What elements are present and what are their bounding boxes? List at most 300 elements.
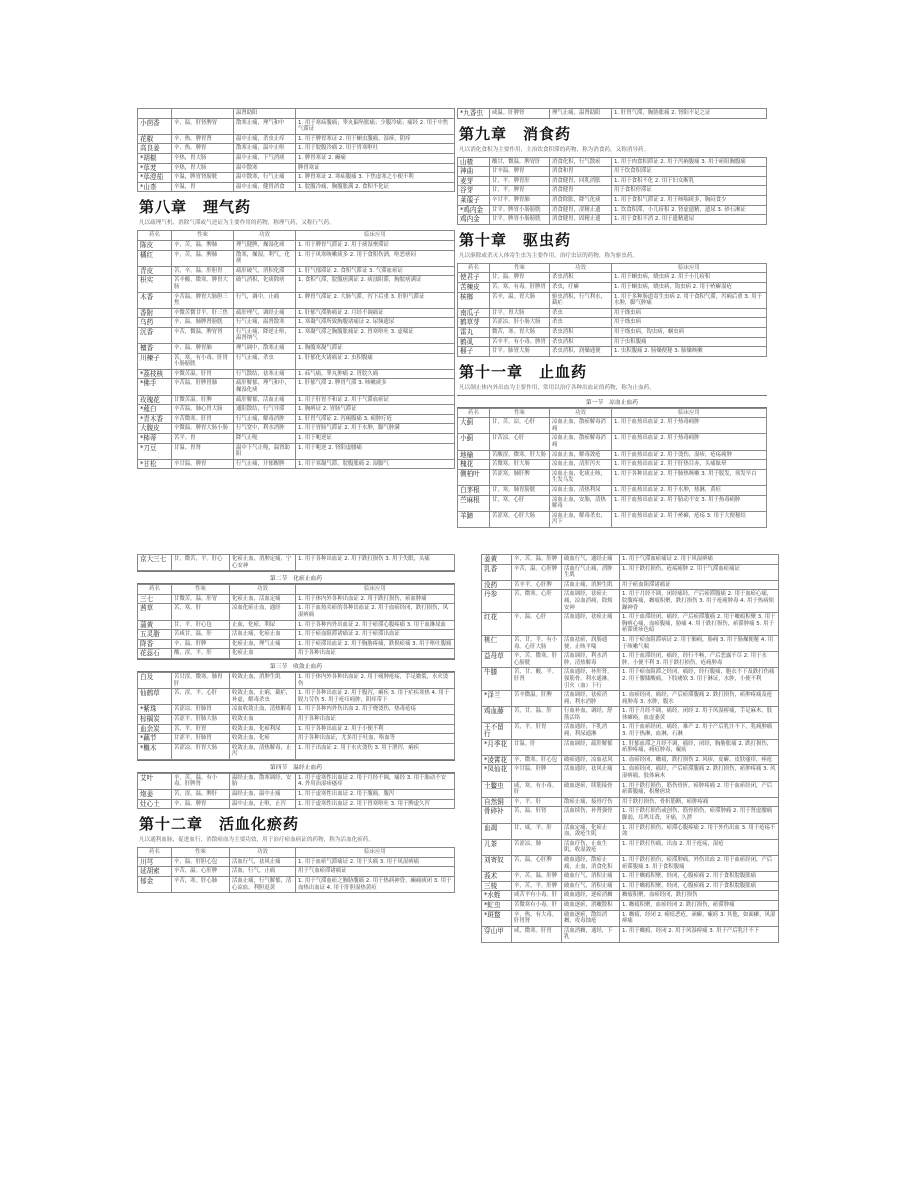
cell-name: *泽兰 bbox=[482, 691, 512, 707]
column-header: 药名 bbox=[138, 231, 172, 241]
table-row bbox=[138, 266, 455, 276]
cell-prop: 辛甘平。脾胃肺 bbox=[490, 195, 550, 205]
cell-name: 橘红 bbox=[138, 250, 172, 266]
cell-app: 1. 用于各种出血证 2. 用于小便不利 bbox=[296, 724, 455, 734]
cell-fn: 散瘀止痛，接骨疗伤 bbox=[562, 797, 620, 807]
cell-app: 1. 用于血瘀气滞痛证 2. 用于头痛 3. 用于风湿痹痛 bbox=[296, 857, 455, 867]
cell-app: 1. 用于癥瘕积聚，经闭，心腹瘀痛 2. 用于食积脘腹胀痛 bbox=[620, 872, 779, 882]
quadrant-top-right bbox=[457, 108, 767, 550]
cell-fn: 消食除胀，降气化痰 bbox=[550, 195, 612, 205]
cell-name: 麦芽 bbox=[458, 176, 490, 186]
cell-prop: 辛，温。肝肾脾胃 bbox=[172, 118, 234, 134]
cell-name: 侧柏叶 bbox=[458, 469, 490, 485]
cell-prop: 辛苦温。肺心胃大肠 bbox=[172, 405, 234, 415]
chapter-9-intro: 凡以消化食积为主要作用，主治饮食积滞的药物，称为消食药，又称消导药。 bbox=[459, 146, 650, 153]
cell-prop: 辛温，脾胃肾膀胱 bbox=[172, 173, 234, 183]
herb-table-chapter-8 bbox=[137, 230, 455, 469]
cell-prop: 微苦，寒。胃大肠 bbox=[490, 327, 550, 337]
herb-table-section-3 bbox=[137, 672, 455, 760]
table-row bbox=[138, 182, 455, 192]
cell-fn: 活血止痛，化瘀止血 bbox=[230, 630, 296, 640]
cell-name bbox=[138, 109, 172, 119]
cell-fn: 收敛止血，化瘀利尿 bbox=[230, 724, 296, 734]
table-row bbox=[482, 613, 779, 636]
cell-fn: 活血止痛，消肿生肌 bbox=[562, 580, 620, 590]
cell-prop: 辛苦，温。心肝脾 bbox=[172, 867, 230, 877]
cell-fn: 破血逐瘀，消癥散积 bbox=[562, 900, 620, 910]
table-row bbox=[138, 344, 455, 354]
cell-fn: 疏肝理气，调经止痛 bbox=[234, 308, 296, 318]
cell-app: 1. 用于食积不消 2. 用于遗精遗尿 bbox=[612, 215, 767, 225]
cell-fn: 行血补血，调经，舒筋活络 bbox=[562, 707, 620, 723]
table-row bbox=[138, 734, 455, 744]
cell-fn: 行气止痛，温肾散寒 bbox=[234, 318, 296, 328]
cell-fn: 破气消积，化痰除痞 bbox=[234, 276, 296, 292]
cell-app: 1. 血瘀经闭，癥瘕，跌打损伤 2. 风疹，皮癣，皮肤瘙痒，痤疮 bbox=[620, 755, 779, 765]
table-row bbox=[458, 186, 767, 196]
herb-table-chapter-9 bbox=[457, 157, 767, 225]
cell-fn: 活血消癥，通经，下乳 bbox=[562, 926, 620, 942]
cell-prop: 辛微温。脾胃大肠小肠 bbox=[172, 424, 234, 434]
cell-app: 1. 用于风寒咳嗽痰多 2. 用于食积伤酒，呕恶痞闷 bbox=[296, 250, 455, 266]
table-row bbox=[138, 672, 455, 688]
cell-app: 1. 用于血滞经闭，痛经，经行不畅，产后恶露不尽 2. 用于水肿，小便不利 3. 用于跌打损伤，疮痈肿毒 bbox=[620, 652, 779, 668]
cell-app: 1. 用于跌打损伤，瘀滞心腹疼痛 2. 用于外伤出血 3. 用于疮疡不敛 bbox=[620, 823, 779, 839]
cell-app: 用于各种出血证 bbox=[296, 714, 455, 724]
cell-name: 仙鹤草 bbox=[138, 689, 172, 705]
cell-name: 玫瑰花 bbox=[138, 395, 172, 405]
cell-fn: 温中止痛，健胃消食 bbox=[234, 182, 296, 192]
cell-app: 脾胃寒证 bbox=[296, 163, 455, 173]
column-header: 临床应用 bbox=[296, 585, 455, 595]
cell-app: 用于各种出血证，尤多用于吐血，咯血等 bbox=[296, 734, 455, 744]
table-row bbox=[138, 109, 455, 119]
column-header: 性味 bbox=[172, 585, 230, 595]
column-header: 临床应用 bbox=[296, 848, 455, 858]
cell-app: 1. 脾胃气滞证 2. 大肠气滞，泻下后重 3. 肝胆气滞证 bbox=[296, 292, 455, 308]
table-row bbox=[138, 604, 455, 620]
cell-fn: 收敛止血，化瘀 bbox=[230, 734, 296, 744]
cell-fn: 活血，行气，止痛 bbox=[230, 867, 296, 877]
cell-prop: 甘温。肝 bbox=[512, 739, 562, 755]
column-header: 药名 bbox=[458, 408, 490, 418]
cell-name: 鹤草芽 bbox=[458, 318, 490, 328]
cell-prop: 苦涩寒。肺肝脾 bbox=[490, 469, 550, 485]
cell-fn: 杀虫消积 bbox=[550, 273, 612, 283]
cell-prop: 苦微寒。肝大肠 bbox=[490, 460, 550, 470]
cell-prop: 甘，平。肝心包 bbox=[172, 620, 230, 630]
cell-app: 1. 胸腹寒凝气滞证 bbox=[296, 344, 455, 354]
table-row bbox=[482, 881, 779, 891]
column-header: 性味 bbox=[490, 263, 550, 273]
chapter-10-intro: 凡以驱除或杀灭人体寄生虫为主要作用，治疗虫证的药物，称为驱虫药。 bbox=[459, 252, 639, 259]
table-row bbox=[138, 318, 455, 328]
cell-prop: 甘苦凉。心肝 bbox=[490, 434, 550, 450]
cell-prop: 苦涩凉。肝小肠大肠 bbox=[490, 318, 550, 328]
cell-fn: 杀虫消积，润燥通便 bbox=[550, 347, 612, 357]
cell-fn: 行气散结，祛寒止痛 bbox=[234, 369, 296, 379]
cell-prop: 辛微苦温。肝胃 bbox=[172, 369, 234, 379]
table-row bbox=[482, 723, 779, 739]
cell-prop: 辛，苦，温。脾肺 bbox=[172, 240, 234, 250]
cell-app: 1. 用于血热出血证 2. 用于烫伤，湿疹，疮疡痈肿 bbox=[612, 450, 767, 460]
cell-fn: 凉血止血，安胎，清热解毒 bbox=[550, 495, 612, 511]
cell-app: 1. 用于血热出血证 2. 用于热毒痈肿 bbox=[612, 434, 767, 450]
herb-table-warming bbox=[137, 108, 455, 192]
column-header: 药名 bbox=[458, 263, 490, 273]
table-row bbox=[458, 450, 767, 460]
cell-app: 1. 癥瘕积聚，血瘀经闭 2. 跌打损伤，瘀滞肿痛 bbox=[620, 900, 779, 910]
cell-prop: 甘，平。脾胃肝 bbox=[490, 176, 550, 186]
cell-app: 1. 脘腹冷痛，胸腹胀满 2. 食积不化证 bbox=[296, 182, 455, 192]
cell-prop: 辛微苦微甘平。肝三焦 bbox=[172, 308, 234, 318]
cell-fn: 凉血止血，散瘀解毒消痈 bbox=[550, 418, 612, 434]
cell-fn: 行气止痛，降逆止呕，温肾纳气 bbox=[234, 327, 296, 343]
chapter-12-title: 第十二章 活血化瘀药 bbox=[139, 815, 300, 834]
cell-prop: 辛热，胃大肠 bbox=[172, 153, 234, 163]
cell-name: 降香 bbox=[138, 639, 172, 649]
cell-app: 1. 血瘀经闭，痛经，产后瘀滞腹痛 2. 跌打损伤，瘀肿疼痛 3. 风湿痹痛，肢体麻木 bbox=[620, 765, 779, 781]
table-row bbox=[458, 205, 767, 215]
cell-fn: 散寒，燥湿，利气，化痰 bbox=[234, 250, 296, 266]
cell-prop: 苦酸涩，微寒。肝大肠 bbox=[490, 450, 550, 460]
cell-fn: 行气，调中，止痛 bbox=[234, 292, 296, 308]
table-row bbox=[482, 839, 779, 855]
cell-app: 1. 用于体内外各种出血证 2. 用于跌打损伤，瘀血肿痛 bbox=[296, 594, 455, 604]
table-row bbox=[458, 195, 767, 205]
cell-fn: 行气止痛，解毒消肿 bbox=[234, 414, 296, 424]
cell-prop: 苦涩平。肝肺大肠 bbox=[172, 714, 230, 724]
table-row bbox=[138, 594, 455, 604]
table-row bbox=[138, 327, 455, 343]
chapter-8-intro: 凡以疏理气机、消除气滞或气逆证为主要作用的药物，称理气药，又称行气药。 bbox=[139, 220, 335, 227]
table-row bbox=[138, 353, 455, 369]
cell-prop: 苦涩寒。心肝大肠 bbox=[490, 511, 550, 527]
cell-prop: 辛，苦，温。肝脾 bbox=[512, 872, 562, 882]
cell-fn: 行气止痛，开郁醒脾 bbox=[234, 459, 296, 469]
cell-name: 京大三七 bbox=[138, 555, 172, 571]
column-header: 功效 bbox=[230, 848, 296, 858]
cell-app: 1. 癥瘕，经闭 2. 痈疽恶疮，顽癣，瘰疬 3. 其他，如面瘫，风湿痹痛 bbox=[620, 910, 779, 926]
cell-fn: 凉血止血，化痰止咳，生发乌发 bbox=[550, 469, 612, 485]
cell-app: 1. 用于各种出血证 2. 用于腹泻，痢疾 3. 用于疟疾寒热 4. 用于脱力劳伤 5. 用于疮疖痈肿，阴痒带下 bbox=[296, 689, 455, 705]
cell-prop: 辛，热。脾胃肾 bbox=[172, 134, 234, 144]
cell-name: 川楝子 bbox=[138, 353, 172, 369]
chapter-11-intro: 凡以制止体内外出血为主要作用，常用以治疗各种出血证的药物，称为止血药。 bbox=[459, 384, 655, 391]
cell-name: *藕节 bbox=[138, 734, 172, 744]
cell-fn: 凉血化瘀止血，通经 bbox=[230, 604, 296, 620]
cell-prop: 咸温。肝脾肾 bbox=[490, 109, 550, 119]
cell-app: 用于绦虫病，钩虫病，蛔虫病 bbox=[612, 327, 767, 337]
table-row bbox=[138, 173, 455, 183]
cell-prop: 甘，苦，凉。心肝 bbox=[490, 418, 550, 434]
table-row bbox=[458, 495, 767, 511]
cell-name: *山柰 bbox=[138, 182, 172, 192]
cell-app: 1. 用于瘀血阻滞诸痛证 2. 用于瘀滞出血证 bbox=[296, 630, 455, 640]
cell-name: 苎麻根 bbox=[458, 495, 490, 511]
cell-app: 1. 疝气痛，睾丸肿痛 2. 胃脘久痛 bbox=[296, 369, 455, 379]
table-row bbox=[138, 555, 455, 571]
column-header: 功效 bbox=[550, 408, 612, 418]
cell-prop: 辛甘温。脾胃 bbox=[172, 459, 234, 469]
cell-fn: 消食和胃 bbox=[550, 167, 612, 177]
cell-fn: 通阳散结，行气导滞 bbox=[234, 405, 296, 415]
cell-prop: 苦，甘，酸，平。肝肾 bbox=[512, 668, 562, 691]
cell-fn: 活血止痛，行气解郁，清心凉血，利胆退黄 bbox=[230, 877, 296, 893]
table-row bbox=[458, 318, 767, 328]
cell-app: 1. 用于月经不调，闭经痛经，产后瘀滞腹痛 2. 用于血瘀心痛，脘腹疼痛，癥瘕积聚，跌打损伤 3. 用于疮痈肿毒 4. 用于热病烦躁神昏 bbox=[620, 590, 779, 613]
table-row bbox=[482, 926, 779, 942]
table-row bbox=[138, 250, 455, 266]
table-row bbox=[138, 240, 455, 250]
cell-prop: 苦，甘，温。肝 bbox=[512, 707, 562, 723]
cell-app: 1. 肝气郁滞证 2. 食积气滞证 3. 气滞血瘀证 bbox=[296, 266, 455, 276]
cell-app: 1. 虫积腹痛 2. 肠燥便秘 3. 肺燥咳嗽 bbox=[612, 347, 767, 357]
cell-fn: 收敛止血，止痢，截疟，补虚，解毒杀虫 bbox=[230, 689, 296, 705]
cell-name: 棕榈炭 bbox=[138, 714, 172, 724]
cell-name: *荜澄茄 bbox=[138, 173, 172, 183]
cell-app: 1. 用于月经不调，痛经，闭经 2. 用于风湿痹痛，手足麻木，肢体瘫痪，血虚萎黄 bbox=[620, 707, 779, 723]
cell-fn: 凉血止血，解毒敛疮 bbox=[550, 450, 612, 460]
table-row bbox=[138, 434, 455, 444]
cell-fn: 温中止血，止呕，止泻 bbox=[230, 799, 296, 809]
cell-name: *紫珠 bbox=[138, 705, 172, 715]
cell-name: 羊蹄 bbox=[458, 511, 490, 527]
cell-name: 自然铜 bbox=[482, 797, 512, 807]
cell-app: 1. 用于癥瘕积聚，经闭，心腹瘀痛 2. 用于食积脘腹胀痛 bbox=[620, 881, 779, 891]
cell-fn: 收敛止血，消肿生肌 bbox=[230, 672, 296, 688]
cell-app: 1. 肝胃气滞，胸胁胀痛 2. 肾阳不足之证 bbox=[612, 109, 767, 119]
chapter-8-title: 第八章 理气药 bbox=[139, 198, 252, 217]
cell-app: 1. 用于瘀血阻滞之经闭，痛经，经行腹痛，胞衣不下及跌打伤痛 2. 用于腰膝酸痛，下肢痿软 3. 用于淋证，水肿，小便不利 bbox=[620, 668, 779, 691]
cell-prop: 甘，微苦，平。肝心 bbox=[172, 555, 230, 571]
cell-name: 南瓜子 bbox=[458, 308, 490, 318]
quadrant-bottom-right bbox=[481, 554, 779, 994]
cell-fn: 温中止痛，下气消痰 bbox=[234, 153, 296, 163]
table-row bbox=[482, 765, 779, 781]
cell-prop: 辛，苦，温。脾肺 bbox=[172, 250, 234, 266]
cell-fn: 破血通经，逐瘀消癥 bbox=[562, 891, 620, 901]
cell-prop: 辛，温。脾胃肺 bbox=[172, 344, 234, 354]
cell-fn: 杀虫 bbox=[550, 308, 612, 318]
cell-fn: 化瘀止血 bbox=[230, 649, 296, 659]
table-row bbox=[458, 157, 767, 167]
cell-prop: 苦，寒。有小毒。肝胃小肠膀胱 bbox=[172, 353, 234, 369]
cell-name: 苦楝皮 bbox=[458, 282, 490, 292]
cell-app: 1. 用于跌打损伤，筋伤骨折，瘀肿疼痛 2. 用于血瘀经闭，产后瘀滞腹痛，积聚痞块 bbox=[620, 781, 779, 797]
cell-prop: 辛苦温。肝脾胃肺 bbox=[172, 379, 234, 395]
cell-prop: 辛，微寒。肝心包 bbox=[512, 755, 562, 765]
cell-app: 1. 脾胃寒证 2. 寒疝腹痛 3. 下焦虚寒之小便不利 bbox=[296, 173, 455, 183]
herb-table-chapter-12-continued bbox=[481, 554, 779, 943]
cell-name: *凤仙花 bbox=[482, 765, 512, 781]
cell-app: 1. 血瘀经闭，痛经，产后瘀滞腹痛 2. 跌打损伤，瘀肿疼痛及疮痈肿毒 3. 水肿，腹水 bbox=[620, 691, 779, 707]
cell-name: *月季花 bbox=[482, 739, 512, 755]
cell-app: 用于气血瘀滞诸痛证 bbox=[296, 867, 455, 877]
cell-name: 鹤虱 bbox=[458, 337, 490, 347]
cell-prop: 辛热，胃大肠 bbox=[172, 163, 234, 173]
cell-fn: 杀虫消积 bbox=[550, 337, 612, 347]
cell-prop: 辛苦，温。心肝脾 bbox=[512, 564, 562, 580]
cell-name: 土鳖虫 bbox=[482, 781, 512, 797]
table-row bbox=[138, 799, 455, 809]
cell-name: 地榆 bbox=[458, 450, 490, 460]
chapter-12-intro: 凡以通利血脉，促进血行，消散瘀血为主要功效，用于治疗瘀血病证的药物，称为活血化瘀药。 bbox=[139, 837, 374, 844]
cell-name: *柿蒂 bbox=[138, 434, 172, 444]
section-2-title: 第二节 化瘀止血药 bbox=[137, 571, 455, 584]
cell-app: 1. 肝胃气滞证 2. 泻痢腹痛 3. 痈肿疔疮 bbox=[296, 414, 455, 424]
cell-name: *九香虫 bbox=[458, 109, 490, 119]
cell-fn: 凉血止血，解毒杀虫，泻下 bbox=[550, 511, 612, 527]
column-header: 功效 bbox=[550, 263, 612, 273]
cell-prop: 苦，甘，平。有小毒。心肝大肠 bbox=[512, 635, 562, 651]
cell-prop: 苦辛微温。肝脾 bbox=[512, 691, 562, 707]
cell-prop: 辛，平。肝 bbox=[512, 797, 562, 807]
cell-name: 雷丸 bbox=[458, 327, 490, 337]
cell-name: 榧子 bbox=[458, 347, 490, 357]
table-row bbox=[458, 176, 767, 186]
cell-name: 三棱 bbox=[482, 881, 512, 891]
column-header: 药名 bbox=[138, 848, 172, 858]
cell-name: 神曲 bbox=[458, 167, 490, 177]
table-row bbox=[458, 109, 767, 119]
column-header: 性味 bbox=[490, 408, 550, 418]
cell-name: *荔枝核 bbox=[138, 369, 172, 379]
cell-prop: 辛苦微寒。肝胃 bbox=[172, 414, 234, 424]
column-header: 药名 bbox=[138, 585, 172, 595]
cell-app: 1. 用于出血证 2. 用于水火烫伤 3. 用于泄泻，痢疾 bbox=[296, 743, 455, 759]
table-row bbox=[458, 469, 767, 485]
cell-app: 1. 用于跌打损伤或创伤，筋骨损伤，瘀滞肿痛 2. 用于肾虚腰痛脚弱，耳鸣耳聋，牙痛，久泄 bbox=[620, 807, 779, 823]
table-row bbox=[138, 773, 455, 789]
column-header: 功效 bbox=[230, 585, 296, 595]
cell-prop: 苦辛，温。胃大肠 bbox=[490, 292, 550, 308]
cell-name: 使君子 bbox=[458, 273, 490, 283]
table-row bbox=[138, 857, 455, 867]
cell-fn: 破血行气，通经止痛 bbox=[562, 555, 620, 565]
section-3-title: 第三节 收敛止血药 bbox=[137, 659, 455, 672]
column-header: 临床应用 bbox=[612, 263, 767, 273]
cell-fn: 温经止血，温中止痛 bbox=[230, 790, 296, 800]
cell-app: 1. 用于瘀滞出血证 2. 用于胸胁疼痛，跌损瘀痛 3. 用于呕吐腹痛 bbox=[296, 639, 455, 649]
cell-fn: 理气止痛，温肾助阳 bbox=[550, 109, 612, 119]
cell-app: 1. 肝郁血滞之月经不调，痛经，闭经，胸胁胀痛 2. 跌打损伤，瘀肿疼痛，痈疽肿毒，瘰疬 bbox=[620, 739, 779, 755]
cell-prop: 辛，温。肺脾肾膀胱 bbox=[172, 318, 234, 328]
cell-name: *荜茇 bbox=[138, 163, 172, 173]
cell-fn: 散寒止痛，温中止呕 bbox=[234, 144, 296, 154]
cell-fn: 活血通经，补肝肾，强筋骨，利水通淋，引火（血）下行 bbox=[562, 668, 620, 691]
cell-prop: 辛，温。心肝 bbox=[512, 613, 562, 636]
cell-name: 花椒 bbox=[138, 134, 172, 144]
cell-prop: 辛苦，微温。脾胃肾 bbox=[172, 327, 234, 343]
table-row bbox=[482, 797, 779, 807]
cell-name: 丹参 bbox=[482, 590, 512, 613]
table-row bbox=[482, 555, 779, 565]
cell-name: *甘松 bbox=[138, 459, 172, 469]
cell-app: 用于食积停滞证 bbox=[612, 186, 767, 196]
cell-fn: 破血通经，散瘀止痛，止血，消食化积 bbox=[562, 855, 620, 871]
herb-table-chapter-12 bbox=[137, 847, 455, 893]
table-row bbox=[458, 418, 767, 434]
cell-name: *檵木 bbox=[138, 743, 172, 759]
table-row bbox=[138, 276, 455, 292]
cell-name: *胡椒 bbox=[138, 153, 172, 163]
cell-prop: 苦，寒。有毒。肝脾胃 bbox=[490, 282, 550, 292]
cell-name: 青皮 bbox=[138, 266, 172, 276]
cell-prop: 苦咸甘，温。肝 bbox=[172, 630, 230, 640]
cell-app: 1. 用于寒疝腹痛；睾丸偏坠胀痛；少腹冷痛；痛经 2. 用于中焦气滞证 bbox=[296, 118, 455, 134]
chapter-11-section-1: 第一节 凉血止血药 bbox=[457, 395, 767, 408]
cell-app: 1. 用于呃逆证 bbox=[296, 434, 455, 444]
table-row bbox=[482, 590, 779, 613]
table-row bbox=[458, 486, 767, 496]
cell-fn: 止血，化瘀，利尿 bbox=[230, 620, 296, 630]
cell-prop: 辛苦温。脾胃大肠胆三焦 bbox=[172, 292, 234, 308]
cell-prop: 苦，微寒。心肝 bbox=[512, 590, 562, 613]
cell-app: 1. 用于多种肠道寄生虫病 2. 用于食积气滞，泻痢后重 3. 用于水肿，脚气肿痛 bbox=[612, 292, 767, 308]
cell-prop: 苦，寒。肝 bbox=[172, 604, 230, 620]
cell-app: 1. 用于血热出血证 2. 用于疥癣，疮疡 3. 用于大便秘结 bbox=[612, 511, 767, 527]
cell-name: *水蛭 bbox=[482, 891, 512, 901]
cell-prop: 辛，温。肝脾 bbox=[172, 639, 230, 649]
cell-fn: 疏肝解郁，活血止痛 bbox=[234, 395, 296, 405]
cell-app: 1. 用于肉食积滞证 2. 用于泻痢腹痛 3. 用于瘀阻胸腹痛 bbox=[612, 157, 767, 167]
table-row bbox=[138, 639, 455, 649]
cell-app: 1. 用于脾胃气滞证 2. 用于痰湿壅滞证 bbox=[296, 240, 455, 250]
cell-name: 陈皮 bbox=[138, 240, 172, 250]
herb-table-chapter-10 bbox=[457, 263, 767, 357]
cell-name: 槐花 bbox=[458, 460, 490, 470]
cell-app: 用于绦虫病 bbox=[612, 308, 767, 318]
cell-name: 炮姜 bbox=[138, 790, 172, 800]
cell-app: 1. 肝郁气滞胁痛证 2. 月经不调痛证 bbox=[296, 308, 455, 318]
table-row bbox=[138, 724, 455, 734]
cell-fn: 行气宽中，利水消肿 bbox=[234, 424, 296, 434]
cell-prop: 苦涩凉。肺 bbox=[512, 839, 562, 855]
table-row bbox=[458, 308, 767, 318]
cell-prop: 苦，温。心肝脾 bbox=[512, 855, 562, 871]
cell-prop: 甘平。肺胃大肠 bbox=[490, 347, 550, 357]
cell-prop: 甘辛温。脾胃 bbox=[490, 167, 550, 177]
cell-app: 1. 用于体内外各种出血证 2. 用于痈肿疮疡，手足皲裂，水火烫伤 bbox=[296, 672, 455, 688]
cell-fn: 疏肝破气，消积化滞 bbox=[234, 266, 296, 276]
column-header: 临床应用 bbox=[612, 408, 767, 418]
cell-app: 1. 用于各种内外伤出血 2. 用于烧烫伤，热毒疮疡 bbox=[296, 705, 455, 715]
table-row bbox=[138, 649, 455, 659]
cell-name: 血竭 bbox=[482, 823, 512, 839]
table-row bbox=[138, 714, 455, 724]
chapter-11-title: 第十一章 止血药 bbox=[459, 362, 588, 381]
cell-app: 1. 肝郁化火诸痛证 2. 虫积腹痛 bbox=[296, 353, 455, 369]
table-row bbox=[482, 707, 779, 723]
cell-prop: 苦，辛，温。肝胆胃 bbox=[172, 266, 234, 276]
cell-prop: 辛，温。脾胃 bbox=[172, 799, 230, 809]
herb-table-top-row bbox=[457, 108, 767, 119]
cell-prop: 甘，寒。肺胃膀胱 bbox=[490, 486, 550, 496]
cell-prop: 苦平。胃 bbox=[172, 434, 234, 444]
cell-prop: 苦甘涩，微寒。肺胃肝 bbox=[172, 672, 230, 688]
cell-name: 益母草 bbox=[482, 652, 512, 668]
cell-app: 1. 寒凝气滞所致胸腹诸痛证 2. 尿频遗尿 bbox=[296, 318, 455, 328]
cell-name: *虻虫 bbox=[482, 900, 512, 910]
cell-fn: 活血通经，祛瘀止痛 bbox=[562, 613, 620, 636]
cell-app: 1. 用于跌打损伤，瘀滞肿痛，外伤出血 2. 用于血瘀经闭，产后瘀滞腹痛 3. 用于食积腹痛 bbox=[620, 855, 779, 871]
cell-prop: 辛，苦，平。肝脾 bbox=[512, 881, 562, 891]
cell-prop: 苦涩凉。肝肺胃 bbox=[172, 705, 230, 715]
cell-fn: 消食健胃 bbox=[550, 186, 612, 196]
cell-name: *斑蝥 bbox=[482, 910, 512, 926]
cell-fn: 活血定痛，化瘀止血，敛疮生肌 bbox=[562, 823, 620, 839]
